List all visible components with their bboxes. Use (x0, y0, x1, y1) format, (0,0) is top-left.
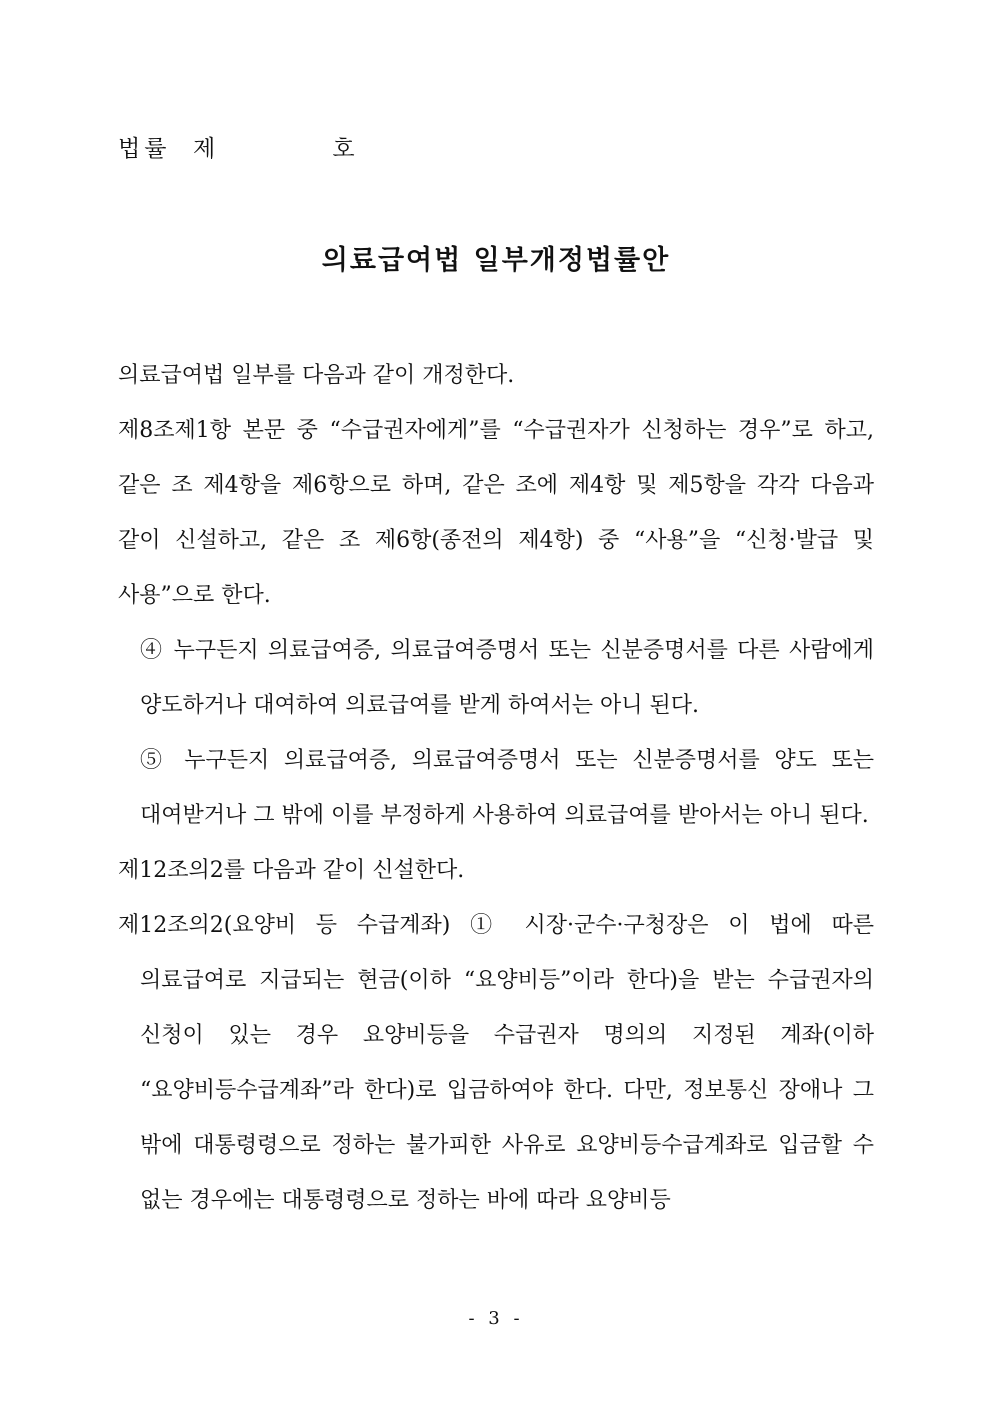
article-12-2-text: 제12조의2(요양비 등 수급계좌) ① 시장·군수·구청장은 이 법에 따른 의료급여로 지급되는 현금(이하 “요양비등”이라 한다)을 받는 수급권자의 신청이 있는 경우 요양비등을 수급권자 명의의 지정된 계좌(이하 “요양비등수급계좌”라 한다)로 입금하여야 한다. 다만, 정보통신 장애나 그 밖에 대통령령으로 정하는 불가피한 사유로 요양비등수급계좌로 입금할 수 없는 경우에는 대통령령으로 정하는 바에 따라 요양비등 (118, 913, 874, 1213)
article-8-amendment: 제8조제1항 본문 중 “수급권자에게”를 “수급권자가 신청하는 경우”로 하고, 같은 조 제4항을 제6항으로 하며, 같은 조에 제4항 및 제5항을 각각 다음과 같이 신설하고, 같은 조 제6항(종전의 제4항) 중 “사용”을 “신청·발급 및 사용”으로 한다. (118, 418, 874, 608)
document-body (118, 348, 874, 1228)
article-8-clause-4: ④ 누구든지 의료급여증, 의료급여증명서 또는 신분증명서를 다른 사람에게 양도하거나 대여하여 의료급여를 받게 하여서는 아니 된다. (140, 638, 874, 718)
article-12-2-intro: 제12조의2를 다음과 같이 신설한다. (118, 858, 465, 883)
article-8-clause-5: ⑤ 누구든지 의료급여증, 의료급여증명서 또는 신분증명서를 양도 또는 대여받거나 그 밖에 이를 부정하게 사용하여 의료급여를 받아서는 아니 된다. (140, 748, 874, 828)
law-number: 법률 제 호 (118, 136, 359, 162)
document-title: 의료급여법 일부개정법률안 (321, 245, 671, 276)
page-number: - 3 - (468, 1308, 524, 1329)
amendment-intro: 의료급여법 일부를 다음과 같이 개정한다. (118, 363, 515, 388)
